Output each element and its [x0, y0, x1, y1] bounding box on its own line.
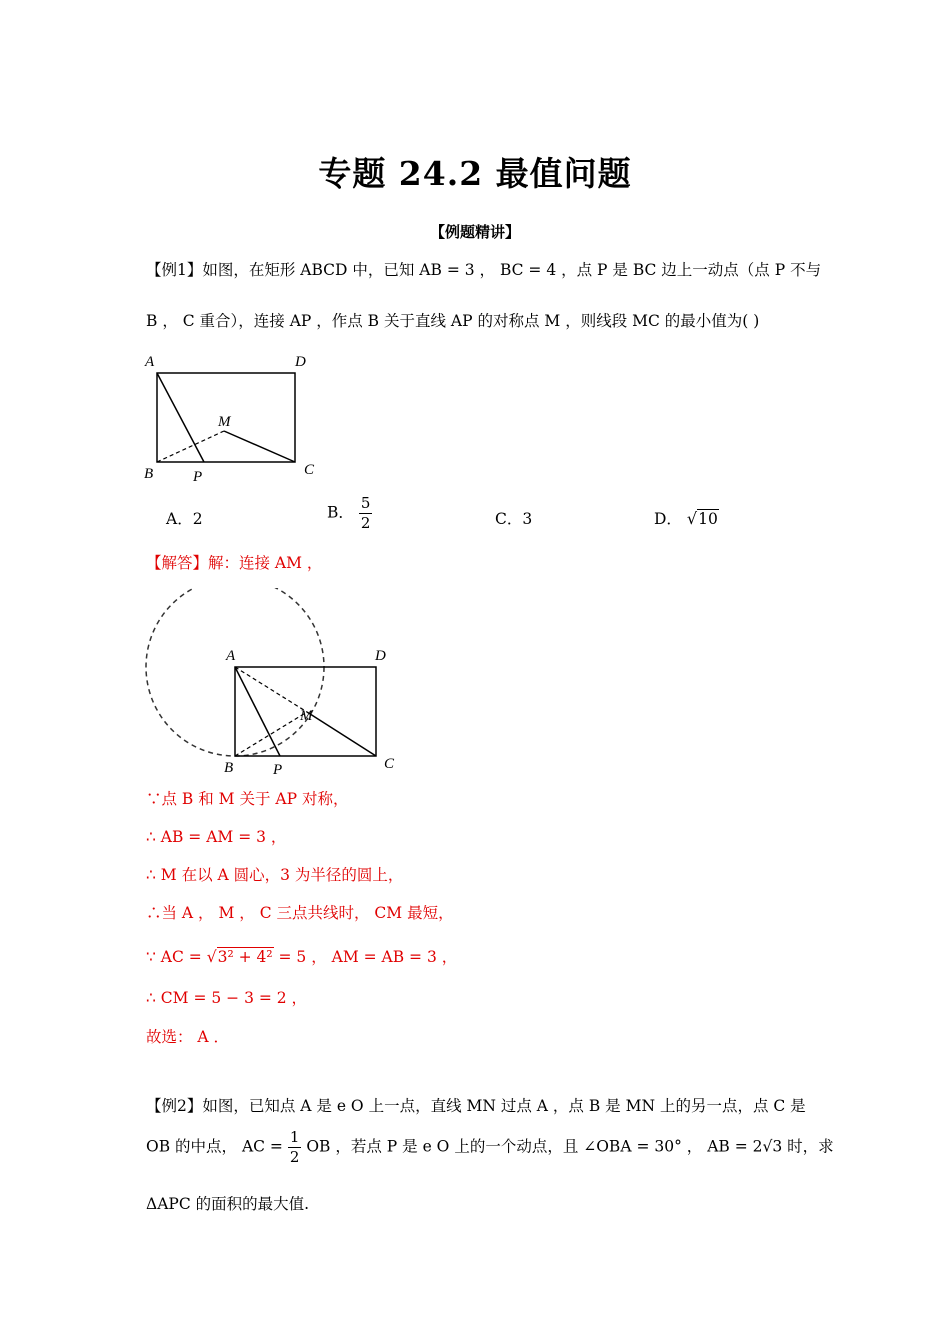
option-c: C．3	[495, 510, 533, 528]
section-heading: 【例题精讲】	[429, 223, 520, 241]
step5-prefix: ∵ AC =	[146, 948, 207, 966]
ex2-fraction	[288, 1130, 302, 1165]
solution-answer: 故选： A ．	[146, 1028, 230, 1046]
segment-mc	[307, 712, 376, 756]
label-c: C	[304, 462, 315, 478]
solution-step-1: ∵点 B 和 M 关于 AP 对称，	[146, 790, 349, 808]
step5-suffix: = 5 ， AM = AB = 3 ，	[273, 948, 458, 966]
option-b	[327, 496, 372, 531]
ex2-line2-pre: OB 的中点， AC =	[146, 1137, 288, 1156]
solution-step-5	[146, 945, 457, 967]
segment-ap	[235, 667, 280, 756]
label-m: M	[300, 708, 313, 724]
ex2-fraction-denominator: 2	[289, 1148, 300, 1166]
option-d-prefix: D．	[654, 510, 682, 528]
label-d: D	[295, 354, 306, 370]
solution-step-4: ∴当 A ， M ， C 三点共线时， CM 最短，	[146, 904, 454, 922]
ex2-line2	[146, 1130, 834, 1165]
ex1-figure	[140, 348, 320, 488]
label-c: C	[384, 756, 395, 772]
step5-radicand: 3² + 4²	[217, 948, 273, 966]
ex2-line2-post: OB ，若点 P 是 e O 上的一个动点，且 ∠OBA = 30° ， AB = 2√3 时，求	[306, 1137, 834, 1156]
sqrt-icon: √	[686, 509, 698, 528]
solution-step-3: ∴ M 在以 A 圆心，3 为半径的圆上，	[146, 866, 404, 884]
label-a: A	[145, 354, 155, 370]
option-a: A．2	[166, 510, 203, 528]
segment-mc	[224, 431, 295, 462]
sqrt-icon: √	[206, 948, 217, 966]
solution-head: 【解答】解：连接 AM ，	[146, 554, 323, 572]
label-p: P	[193, 469, 203, 485]
label-b: B	[224, 760, 234, 776]
ex2-line3: ΔAPC 的面积的最大值.	[146, 1195, 310, 1213]
option-d	[654, 507, 719, 529]
ex1-line1: 【例1】如图，在矩形 ABCD 中，已知 AB = 3 ， BC = 4 ，点 P 是 BC 边上一动点（点 P 不与	[146, 261, 822, 279]
label-d: D	[375, 648, 386, 664]
solution-step-2: ∴ AB = AM = 3 ，	[146, 828, 287, 846]
ex2-fraction-numerator: 1	[289, 1128, 300, 1146]
label-b: B	[144, 466, 154, 482]
option-b-denominator: 2	[360, 514, 371, 532]
solution-figure	[140, 588, 410, 778]
ex2-line1: 【例2】如图，已知点 A 是 e O 上一点，直线 MN 过点 A ，点 B 是 MN 上的另一点，点 C 是	[146, 1097, 806, 1115]
option-b-fraction	[359, 496, 373, 531]
label-m: M	[218, 414, 231, 430]
solution-step-6: ∴ CM = 5 − 3 = 2 ，	[146, 989, 308, 1007]
option-b-prefix: B．	[327, 503, 354, 522]
label-a: A	[226, 648, 236, 664]
label-p: P	[273, 762, 283, 778]
segment-bm-dashed	[235, 712, 307, 756]
option-d-radicand: 10	[698, 510, 718, 528]
ex1-line2: B ， C 重合），连接 AP ，作点 B 关于直线 AP 的对称点 M ，则线段 MC 的最小值为( )	[146, 312, 760, 330]
segment-ap	[157, 373, 204, 462]
option-b-numerator: 5	[360, 494, 371, 512]
page-title: 专题 24.2 最值问题	[318, 154, 632, 193]
